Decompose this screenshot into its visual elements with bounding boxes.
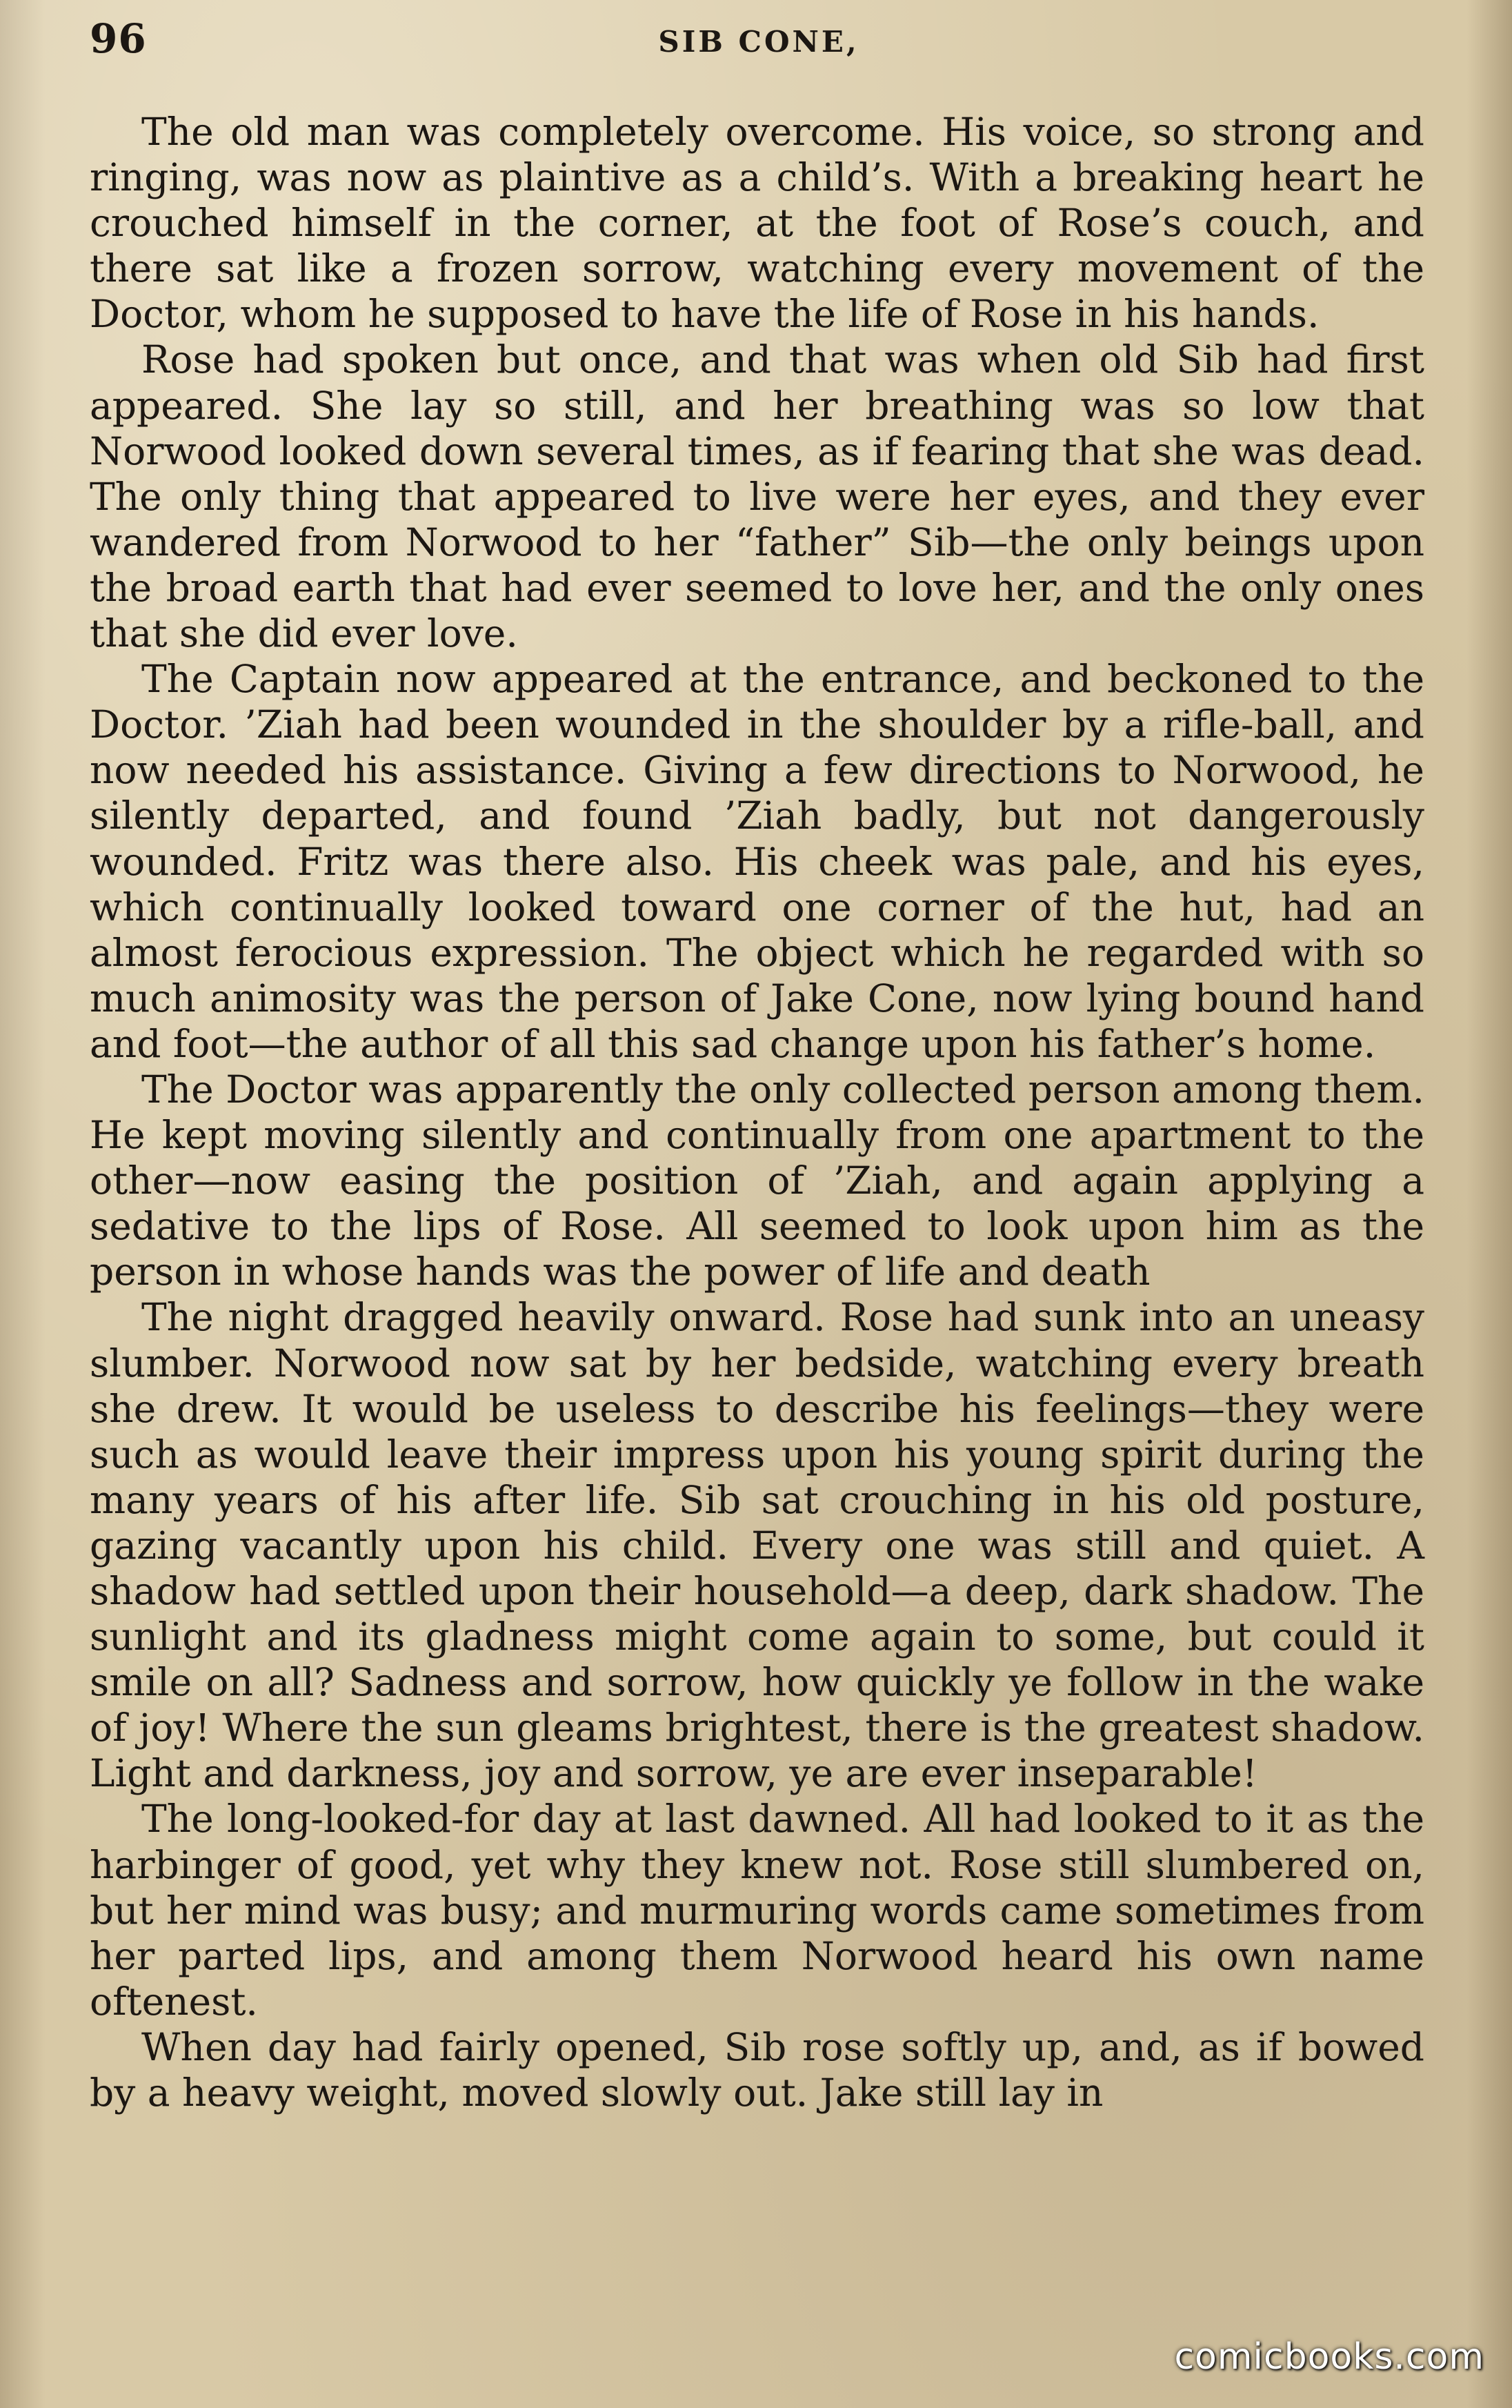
paragraph: When day had fairly opened, Sib rose softly up, and, as if bowed by a heavy weight, moved slowly out. Jake still lay in [90, 2024, 1424, 2115]
paragraph: The old man was completely overcome. His voice, so strong and ringing, was now as plaintive as a child’s. With a breaking heart he crouched himself in the corner, at the foot of Rose’s couch, and there sat like a frozen sorrow, watching every movement of the Doctor, whom he supposed to have the life of Rose in his hands. [90, 110, 1424, 337]
paragraph: The Doctor was apparently the only collected person among them. He kept moving silently and continually from one apartment to the other—now easing the position of ’Ziah, and again applying a sedative to the lips of Rose. All seemed to look upon him as the person in whose hands was the power of life and death [90, 1067, 1424, 1294]
paragraph: The long-looked-for day at last dawned. All had looked to it as the harbinger of good, yet why they knew not. Rose still slumbered on, but her mind was busy; and murmuring words came sometimes from her parted lips, and among them Norwood heard his own name oftenest. [90, 1797, 1424, 2024]
page-header [90, 15, 1428, 63]
paragraph: The night dragged heavily onward. Rose had sunk into an uneasy slumber. Norwood now sat by her bedside, watching every breath she drew. It would be useless to describe his feelings—they were such as would leave their impress upon his young spirit during the many years of his after life. Sib sat crouching in his old posture, gazing vacantly upon his child. Every one was still and quiet. A shadow had settled upon their household—a deep, dark shadow. The sunlight and its gladness might come again to some, but could it smile on all? Sadness and sorrow, how quickly ye follow in the wake of joy! Where the sun gleams brightest, there is the greatest shadow. Light and darkness, joy and sorrow, ye are ever inseparable! [90, 1295, 1424, 1796]
watermark: comicbooks.com [1174, 2336, 1484, 2378]
paragraph: Rose had spoken but once, and that was when old Sib had first appeared. She lay so still, and her breathing was so low that Norwood looked down several times, as if fearing that she was dead. The only thing that appeared to live were her eyes, and they ever wandered from Norwood to her “father” Sib—the only beings upon the broad earth that had ever seemed to love her, and the only ones that she did ever love. [90, 337, 1424, 656]
body-text [90, 109, 1424, 2115]
paragraph: The Captain now appeared at the entrance, and beckoned to the Doctor. ’Ziah had been wounded in the shoulder by a rifle-ball, and now needed his assistance. Giving a few directions to Norwood, he silently departed, and found ’Ziah badly, but not dangerously wounded. Fritz was there also. His cheek was pale, and his eyes, which continually looked toward one corner of the hut, had an almost ferocious expression. The object which he regarded with so much animosity was the person of Jake Cone, now lying bound hand and foot—the author of all this sad change upon his father’s home. [90, 657, 1424, 1066]
running-head: SIB CONE, [658, 25, 859, 59]
page-number: 96 [90, 15, 147, 62]
